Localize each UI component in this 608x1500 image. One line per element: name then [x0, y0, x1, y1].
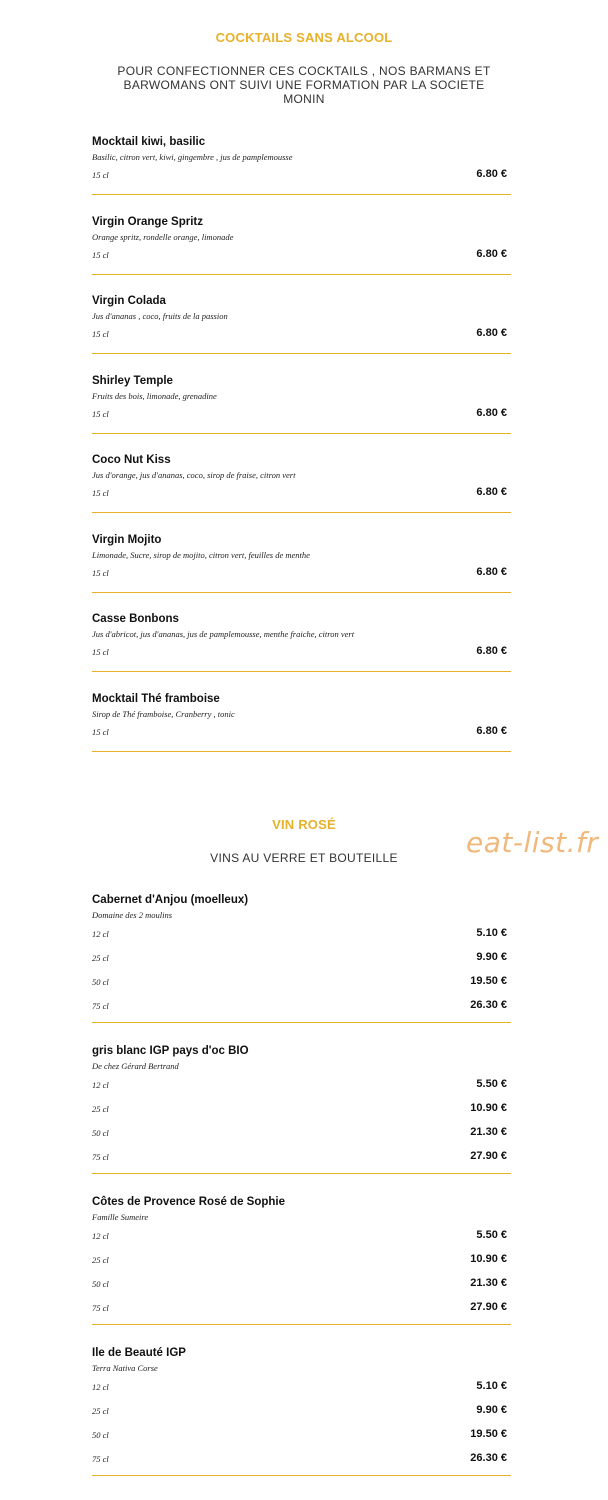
- item-price: 26.30 €: [470, 1452, 507, 1464]
- item-size: 15 cl: [92, 329, 109, 339]
- item-description: Jus d'orange, jus d'ananas, coco, sirop de fraise, citron vert: [92, 470, 296, 480]
- menu-item: [92, 454, 511, 513]
- item-name: gris blanc IGP pays d'oc BIO: [92, 1045, 249, 1057]
- watermark-logo: eat-list.fr: [466, 826, 599, 859]
- divider: [92, 353, 511, 354]
- item-price: 27.90 €: [470, 1150, 507, 1162]
- wine-item: [92, 894, 511, 1023]
- item-price: 27.90 €: [470, 1301, 507, 1313]
- price-row: [92, 1098, 511, 1122]
- item-description: Jus d'abricot, jus d'ananas, jus de pamplemousse, menthe fraiche, citron vert: [92, 629, 355, 639]
- item-name: Côtes de Provence Rosé de Sophie: [92, 1196, 286, 1208]
- item-name: Virgin Orange Spritz: [92, 215, 203, 228]
- item-size: 50 cl: [92, 1430, 109, 1440]
- item-description: Basilic, citron vert, kiwi, gingembre , jus de pamplemousse: [92, 152, 293, 162]
- menu-item: [92, 613, 511, 672]
- wine-item: [92, 1045, 511, 1174]
- price-row: [92, 403, 511, 427]
- item-price: 19.50 €: [470, 975, 507, 987]
- menu-item: [92, 375, 511, 434]
- item-size: 15 cl: [92, 249, 109, 260]
- price-row: [92, 1074, 511, 1098]
- section-subtitle-vin-rose: VINS AU VERRE ET BOUTEILLE: [210, 851, 398, 865]
- item-description: Domaine des 2 moulins: [92, 910, 173, 920]
- divider: [92, 274, 511, 275]
- cocktails-section: [0, 30, 608, 106]
- item-name: Casse Bonbons: [92, 613, 179, 625]
- item-price: 9.90 €: [476, 1404, 507, 1416]
- item-size: 15 cl: [92, 408, 109, 419]
- item-description: Terra Nativa Corse: [92, 1363, 158, 1373]
- item-description: Jus d'ananas , coco, fruits de la passion: [92, 311, 228, 321]
- price-row: [92, 1225, 511, 1249]
- item-size: 15 cl: [92, 726, 109, 737]
- item-size: 12 cl: [92, 929, 109, 939]
- price-row: [92, 1448, 511, 1472]
- price-row: [92, 562, 511, 586]
- item-description: Orange spritz, rondelle orange, limonade: [92, 231, 234, 242]
- item-name: Virgin Mojito: [92, 533, 162, 546]
- price-row: [92, 1249, 511, 1273]
- price-row: [92, 721, 511, 745]
- item-size: 25 cl: [92, 1406, 109, 1416]
- divider: [92, 433, 511, 434]
- price-row: [92, 947, 511, 971]
- menu-item: [92, 295, 511, 354]
- divider: [92, 1324, 511, 1325]
- item-price: 6.80 €: [476, 327, 507, 339]
- item-price: 6.80 €: [476, 645, 507, 657]
- item-price: 6.80 €: [476, 565, 507, 578]
- price-row: [92, 244, 511, 268]
- item-size: 50 cl: [92, 1128, 109, 1138]
- item-size: 25 cl: [92, 1255, 109, 1265]
- section-title-cocktails: COCKTAILS SANS ALCOOL: [215, 30, 393, 45]
- price-row: [92, 641, 511, 665]
- item-size: 50 cl: [92, 977, 109, 987]
- item-price: 5.50 €: [476, 1229, 507, 1241]
- item-price: 5.50 €: [476, 1078, 507, 1090]
- item-description: Famille Sumeire: [92, 1212, 149, 1222]
- item-size: 12 cl: [92, 1080, 109, 1090]
- item-size: 50 cl: [92, 1279, 109, 1289]
- item-price: 5.10 €: [476, 927, 507, 939]
- divider: [92, 751, 511, 752]
- divider: [92, 1173, 511, 1174]
- divider: [92, 1475, 511, 1476]
- item-size: 75 cl: [92, 1454, 109, 1464]
- item-name: Mocktail Thé framboise: [92, 692, 220, 705]
- section-title-vin-rose: VIN ROSÉ: [272, 817, 336, 832]
- item-price: 19.50 €: [470, 1428, 507, 1440]
- item-size: 12 cl: [92, 1231, 109, 1241]
- item-name: Cabernet d'Anjou (moelleux): [92, 894, 249, 906]
- item-name: Ile de Beauté IGP: [92, 1347, 186, 1359]
- item-price: 21.30 €: [470, 1277, 507, 1289]
- menu-item: [92, 216, 511, 275]
- item-name: Virgin Colada: [92, 295, 166, 307]
- item-description: Limonade, Sucre, sirop de mojito, citron vert, feuilles de menthe: [92, 549, 310, 560]
- item-price: 5.10 €: [476, 1380, 507, 1392]
- item-size: 15 cl: [92, 170, 109, 180]
- divider: [92, 592, 511, 593]
- wine-item: [92, 1347, 511, 1476]
- item-size: 75 cl: [92, 1001, 109, 1011]
- menu-item: [92, 693, 511, 752]
- item-size: 75 cl: [92, 1303, 109, 1313]
- price-row: [92, 1376, 511, 1400]
- price-row: [92, 995, 511, 1019]
- item-size: 12 cl: [92, 1382, 109, 1392]
- item-price: 10.90 €: [470, 1253, 507, 1265]
- price-row: [92, 1297, 511, 1321]
- price-row: [92, 323, 511, 347]
- item-size: 25 cl: [92, 953, 109, 963]
- price-row: [92, 164, 511, 188]
- item-price: 26.30 €: [470, 999, 507, 1011]
- item-name: Coco Nut Kiss: [92, 454, 171, 466]
- divider: [92, 512, 511, 513]
- item-description: De chez Gérard Bertrand: [92, 1061, 179, 1071]
- divider: [92, 194, 511, 195]
- price-row: [92, 923, 511, 947]
- item-size: 15 cl: [92, 567, 109, 578]
- menu-item: [92, 534, 511, 593]
- item-price: 6.80 €: [476, 724, 507, 737]
- item-description: Fruits des bois, limonade, grenadine: [92, 390, 217, 401]
- item-price: 6.80 €: [476, 247, 507, 260]
- price-row: [92, 1273, 511, 1297]
- item-name: Shirley Temple: [92, 374, 173, 387]
- item-size: 15 cl: [92, 647, 109, 657]
- section-subtitle-cocktails: POUR CONFECTIONNER CES COCKTAILS , NOS BARMANS ET BARWOMANS ONT SUIVI UNE FORMATION PAR LA SOCIETE MONIN: [117, 64, 491, 106]
- item-name: Mocktail kiwi, basilic: [92, 136, 206, 148]
- price-row: [92, 1400, 511, 1424]
- price-row: [92, 482, 511, 506]
- item-price: 6.80 €: [476, 168, 507, 180]
- price-row: [92, 971, 511, 995]
- price-row: [92, 1424, 511, 1448]
- item-size: 75 cl: [92, 1152, 109, 1162]
- divider: [92, 1022, 511, 1023]
- item-price: 10.90 €: [470, 1102, 507, 1114]
- divider: [92, 671, 511, 672]
- item-price: 21.30 €: [470, 1126, 507, 1138]
- item-description: Sirop de Thé framboise, Cranberry , tonic: [92, 708, 235, 719]
- item-price: 6.80 €: [476, 486, 507, 498]
- wine-item: [92, 1196, 511, 1325]
- price-row: [92, 1146, 511, 1170]
- item-price: 6.80 €: [476, 406, 507, 419]
- item-price: 9.90 €: [476, 951, 507, 963]
- item-size: 15 cl: [92, 488, 109, 498]
- menu-item: [92, 136, 511, 195]
- price-row: [92, 1122, 511, 1146]
- item-size: 25 cl: [92, 1104, 109, 1114]
